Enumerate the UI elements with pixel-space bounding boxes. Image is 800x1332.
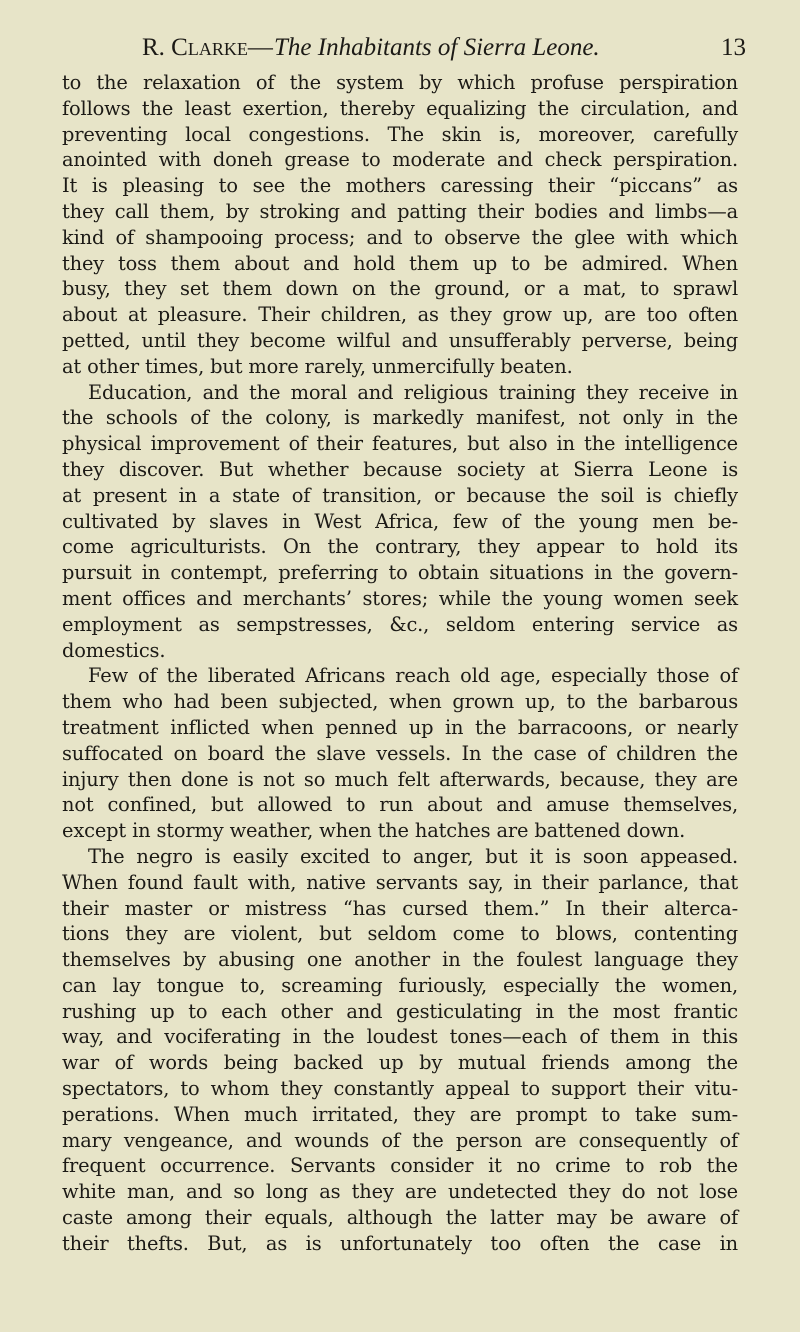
text-line: petted, until they become wilful and unsufferably perverse, being <box>62 328 738 352</box>
text-line: suffocated on board the slave vessels. In the case of children the <box>62 741 738 765</box>
text-line: mary vengeance, and wounds of the person are consequently of <box>62 1128 738 1152</box>
text-line: injury then done is not so much felt afterwards, because, they are <box>62 767 738 791</box>
text-line: at present in a state of transition, or because the soil is chiefly <box>62 483 738 507</box>
text-line: except in stormy weather, when the hatches are battened down. <box>62 819 686 843</box>
text-line: physical improvement of their features, but also in the intelligence <box>62 432 738 456</box>
text-line: treatment inflicted when penned up in the barracoons, or nearly <box>62 715 738 739</box>
text-line: cultivated by slaves in West Africa, few of the young men be- <box>62 509 738 533</box>
text-line: spectators, to whom they constantly appeal to support their vitu- <box>62 1077 738 1101</box>
text-line: Education, and the moral and religious training they receive in <box>88 380 738 404</box>
text-line: employment as sempstresses, &c., seldom entering service as <box>62 612 738 636</box>
text-line: When found fault with, native servants say, in their parlance, that <box>62 870 738 894</box>
text-line: perations. When much irritated, they are prompt to take sum- <box>62 1102 738 1126</box>
text-line: they toss them about and hold them up to be admired. When <box>62 251 738 275</box>
text-line: It is pleasing to see the mothers caressing their “piccans” as <box>62 174 738 198</box>
text-line: to the relaxation of the system by which profuse perspiration <box>62 71 738 94</box>
text-line: frequent occurrence. Servants consider it no crime to rob the <box>62 1154 738 1178</box>
text-line: busy, they set them down on the ground, or a mat, to sprawl <box>62 277 738 301</box>
text-line: the schools of the colony, is markedly manifest, not only in the <box>62 406 738 430</box>
text-line: about at pleasure. Their children, as they grow up, are too often <box>62 303 738 327</box>
text-line: at other times, but more rarely, unmercifully beaten. <box>62 354 573 378</box>
text-line: Few of the liberated Africans reach old age, especially those of <box>88 664 738 688</box>
text-line: The negro is easily excited to anger, but it is soon appeased. <box>88 844 738 868</box>
page-number: 13 <box>721 34 746 61</box>
text-line: preventing local congestions. The skin is, moreover, carefully <box>62 122 738 146</box>
text-line: caste among their equals, although the latter may be aware of <box>62 1206 738 1230</box>
text-line: they call them, by stroking and patting their bodies and limbs—a <box>62 199 738 223</box>
running-header <box>142 34 746 64</box>
text-line: war of words being backed up by mutual friends among the <box>62 1051 738 1075</box>
text-line: follows the least exertion, thereby equalizing the circulation, and <box>62 96 738 120</box>
text-line: them who had been subjected, when grown up, to the barbarous <box>62 690 738 714</box>
text-line: rushing up to each other and gesticulating in the most frantic <box>62 999 738 1023</box>
text-line: domestics. <box>62 638 166 662</box>
body-text <box>62 70 738 1257</box>
text-line: tions they are violent, but seldom come to blows, contenting <box>62 922 738 946</box>
text-line: white man, and so long as they are undetected they do not lose <box>62 1180 738 1204</box>
header-author: R. Clarke— <box>142 34 273 61</box>
text-line: can lay tongue to, screaming furiously, especially the women, <box>62 973 738 997</box>
text-line: kind of shampooing process; and to observe the glee with which <box>62 225 738 249</box>
text-line: they discover. But whether because society at Sierra Leone is <box>62 457 738 481</box>
text-line: their master or mistress “has cursed them.” In their alterca- <box>62 896 738 920</box>
header-title: The Inhabitants of Sierra Leone. <box>274 34 600 61</box>
text-line: ment offices and merchants’ stores; while the young women seek <box>62 586 738 610</box>
text-line: themselves by abusing one another in the foulest language they <box>62 948 738 972</box>
text-line: anointed with doneh grease to moderate and check perspiration. <box>62 148 738 172</box>
text-line: pursuit in contempt, preferring to obtain situations in the govern- <box>62 561 738 585</box>
text-line: way, and vociferating in the loudest tones—each of them in this <box>62 1025 738 1049</box>
text-line: not confined, but allowed to run about and amuse themselves, <box>62 793 738 817</box>
text-line: come agriculturists. On the contrary, they appear to hold its <box>62 535 738 559</box>
text-line: their thefts. But, as is unfortunately too often the case in <box>62 1231 738 1255</box>
